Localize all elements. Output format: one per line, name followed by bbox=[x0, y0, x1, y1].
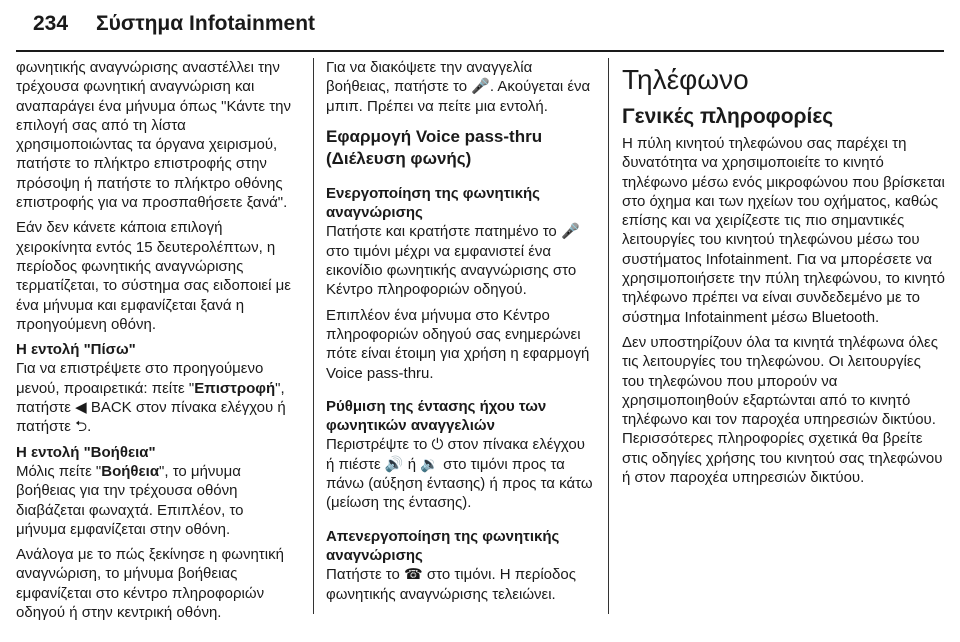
page-number: 234 bbox=[33, 12, 69, 35]
column-divider-2 bbox=[608, 58, 609, 614]
column-2 bbox=[326, 58, 596, 610]
paragraph: Επιπλέον ένα μήνυμα στο Κέντρο πληροφοριών οδηγού σας ενημερώνει πότε είναι έτοιμη για χρήση η εφαρμογή Voice pass-thru. bbox=[326, 306, 590, 382]
voice-passthru-heading: Εφαρμογή Voice pass-thru (Διέλευση φωνής) bbox=[326, 126, 543, 168]
activate-heading: Ενεργοποίηση της φωνητικής αναγνώρισης bbox=[326, 184, 540, 222]
paragraph: Για να διακόψετε την αναγγελία βοήθειας, πατήστε το 🎤. Ακούγεται ένα μπιπ. Πρέπει να πείτε μια εντολή. bbox=[326, 59, 591, 115]
column-1 bbox=[16, 58, 296, 628]
general-info-heading: Γενικές πληροφορίες bbox=[622, 105, 834, 128]
volume-heading: Ρύθμιση της έντασης ήχου των φωνητικών αναγγελιών bbox=[326, 397, 547, 435]
back-command-heading: Η εντολή "Πίσω" bbox=[16, 341, 136, 359]
help-keyword: Βοήθεια bbox=[101, 462, 160, 480]
paragraph: Περιστρέψτε το ⏻ στον πίνακα ελέγχου ή πιέστε 🔊 ή 🔉 στο τιμόνι προς τα πάνω (αύξηση έντασης) ή προς τα κάτω (μείωση της έντασης). bbox=[326, 436, 593, 512]
paragraph: Δεν υποστηρίζουν όλα τα κινητά τηλέφωνα όλες τις λειτουργίες του τηλεφώνου. Οι λειτουργίες του τηλεφώνου που μπορούν να χρησιμοποιηθούν εξαρτώνται από το κινητό τηλέφωνο και τον παροχέα υπηρεσιών δικτύου. Περισσότερες πληροφορίες σχετικά θα βρείτε στις οδηγίες χρήσης του κινητού σας τηλεφώνου ή στον παροχέα υπηρεσιών δικτύου. bbox=[622, 333, 943, 487]
help-command-heading: Η εντολή "Βοήθεια" bbox=[16, 443, 156, 461]
back-command-text: Για να επιστρέψετε στο προηγούμενο μενού, προαιρετικά: πείτε "Επιστροφή", πατήστε ◀ BACK στον πίνακα ελέγχου ή πατήστε ⮌. bbox=[16, 360, 286, 436]
column-divider-1 bbox=[313, 58, 314, 614]
deactivate-heading: Απενεργοποίηση της φωνητικής αναγνώρισης bbox=[326, 527, 560, 564]
back-keyword: Επιστροφή bbox=[194, 379, 276, 397]
paragraph: Εάν δεν κάνετε κάποια επιλογή χειροκίνητα εντός 15 δευτερολέπτων, η περίοδος φωνητικής αναγνώρισης τερματίζεται, το σύστημα σας ειδοποιεί με ένα μήνυμα και εμφανίζεται ξανά η προηγούμενη οθόνη. bbox=[16, 219, 291, 333]
page-header bbox=[33, 4, 933, 44]
column-3 bbox=[622, 58, 947, 493]
section-title: Τηλέφωνο bbox=[622, 64, 749, 95]
paragraph: φωνητικής αναγνώρισης αναστέλλει την τρέχουσα φωνητική αναγνώριση και αναπαράγει ένα μήνυμα όπως "Κάντε την επιλογή σας από τη λίστα χρησιμοποιώντας τα όργανα χειρισμού, πατήστε το πλήκτρο επιστροφής στην πρόσοψη ή πατήστε το πλήκτρο οθόνης επιστροφής για να προσπαθήσετε ξανά". bbox=[16, 59, 291, 212]
header-divider bbox=[16, 50, 944, 52]
paragraph: Ανάλογα με το πώς ξεκίνησε η φωνητική αναγνώριση, το μήνυμα βοήθειας εμφανίζεται στο κέντρο πληροφοριών οδηγού ή στην κεντρική οθόνη. bbox=[16, 546, 284, 622]
paragraph: Πατήστε και κρατήστε πατημένο το 🎤 στο τιμόνι μέχρι να εμφανιστεί ένα εικονίδιο φωνητικής αναγνώρισης στο Κέντρο πληροφοριών οδηγού. bbox=[326, 223, 580, 299]
paragraph: Πατήστε το ☎ στο τιμόνι. Η περίοδος φωνητικής αναγνώρισης τελειώνει. bbox=[326, 566, 576, 603]
page-title: Σύστημα Infotainment bbox=[96, 12, 316, 35]
help-command-text: Μόλις πείτε "Βοήθεια", το μήνυμα βοήθειας για την τρέχουσα οθόνη διαβάζεται φωναχτά. Επιπλέον, το μήνυμα εμφανίζεται στην οθόνη. bbox=[16, 462, 244, 538]
paragraph: Η πύλη κινητού τηλεφώνου σας παρέχει τη δυνατότητα να χρησιμοποιείτε το κινητό τηλέφωνο μέσω ενός μικροφώνου που βρίσκεται στο όχημα και των ηχείων του οχήματος, καθώς επίσης και να χειρίζεστε τις πιο σημαντικές λειτουργίες του κινητού τηλεφώνου μέσω του συστήματος Infotainment. Για να μπορέσετε να χρησιμοποιήσετε την πύλη τηλεφώνου, το κινητό τηλέφωνο πρέπει να είναι συνδεδεμένο με το σύστημα Infotainment μέσω Bluetooth. bbox=[622, 135, 945, 326]
